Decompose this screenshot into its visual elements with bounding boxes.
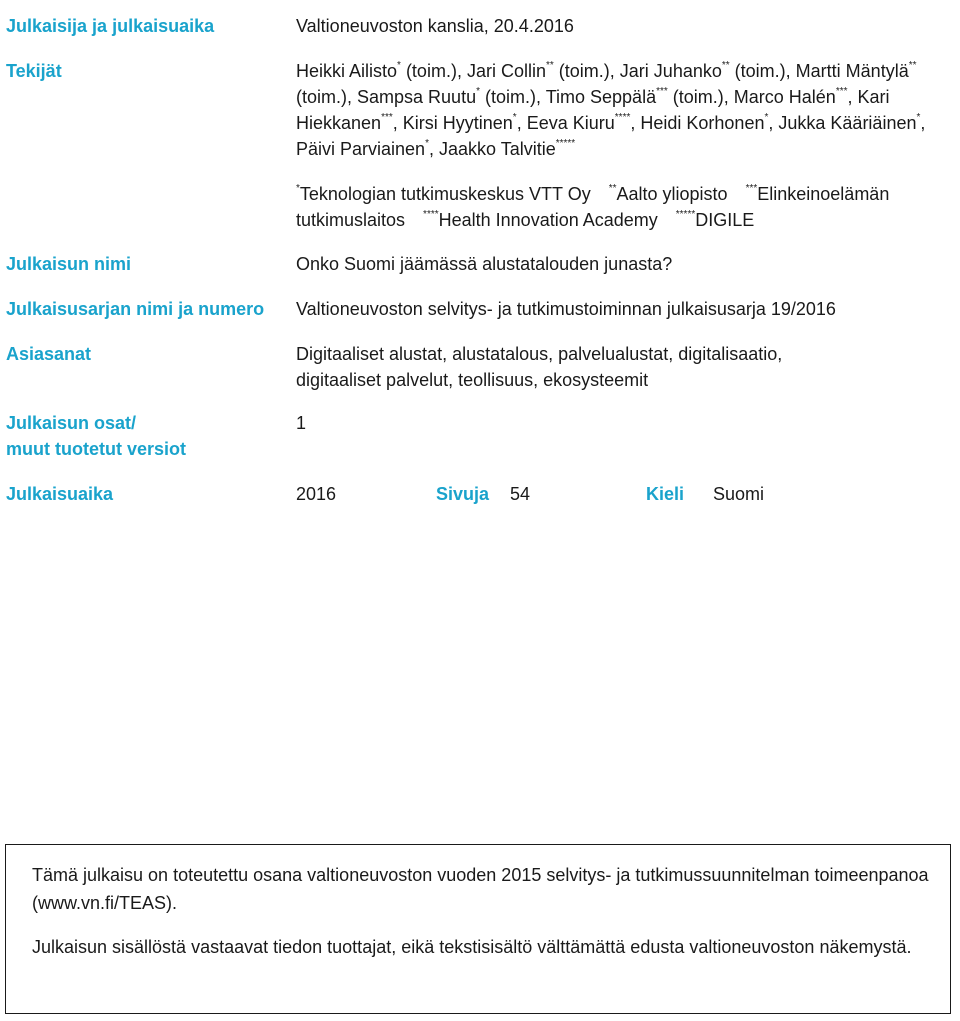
affiliation-mark: **** xyxy=(614,112,631,123)
year-value: 2016 xyxy=(296,484,337,504)
author-name: Kirsi Hyytinen xyxy=(402,113,513,133)
affiliation-mark: **** xyxy=(423,209,439,220)
affiliation-name: Teknologian tutkimuskeskus VTT Oy xyxy=(299,184,591,204)
affiliation-mark: *** xyxy=(745,183,758,194)
author-name: Jaakko Talvitie xyxy=(439,139,556,159)
label-authors: Tekijät xyxy=(6,61,62,81)
affiliation-name: Health Innovation Academy xyxy=(438,210,658,230)
author-name: Martti Mäntylä xyxy=(795,61,909,81)
author-role: (toim.) xyxy=(400,61,457,81)
label-keywords: Asiasanat xyxy=(6,344,92,364)
author-name: Kari Hiekkanen xyxy=(296,87,890,133)
affiliation-mark: ** xyxy=(545,60,554,71)
author-role: (toim.) xyxy=(296,87,347,107)
note-box xyxy=(5,844,951,1014)
label-publisher: Julkaisija ja julkaisuaika xyxy=(6,16,215,36)
affiliation-name: Aalto yliopisto xyxy=(616,184,728,204)
author-name: Heidi Korhonen xyxy=(640,113,765,133)
affiliations-list xyxy=(296,181,956,233)
author-name: Marco Halén xyxy=(733,87,836,107)
publication-title: Onko Suomi jäämässä alustatalouden junasta? xyxy=(296,254,673,274)
affiliation-mark: * xyxy=(916,112,921,123)
author-name: Sampsa Ruutu xyxy=(357,87,477,107)
affiliation-mark: *** xyxy=(656,86,668,97)
label-parts-line1: Julkaisun osat/ xyxy=(6,413,137,433)
label-language: Kieli xyxy=(646,484,685,504)
author-name: Jari Juhanko xyxy=(619,61,722,81)
affiliation-mark: * xyxy=(764,112,769,123)
author-role: (toim.) xyxy=(553,61,610,81)
author-role: (toim.) xyxy=(480,87,536,107)
label-pages: Sivuja xyxy=(436,484,490,504)
affiliation-mark: *** xyxy=(835,86,848,97)
author-role: (toim.) xyxy=(667,87,724,107)
affiliation-mark: * xyxy=(397,60,401,71)
affiliation-mark: * xyxy=(476,86,480,97)
series-value: Valtioneuvoston selvitys- ja tutkimustoiminnan julkaisusarja 19/2016 xyxy=(296,299,836,319)
author-name: Päivi Parviainen xyxy=(296,139,426,159)
author-name: Jari Collin xyxy=(466,61,546,81)
pages-value: 54 xyxy=(510,484,531,504)
affiliation-mark: ***** xyxy=(555,138,576,149)
authors-list: Heikki Ailisto* (toim.), Jari Collin** (toim.), Jari Juhanko** (toim.), Martti Mäntylä** (toim.), Sampsa Ruutu* (toim.), Timo Seppälä*** (toim.), Marco Halén***, Kari Hiekkanen***, Kirsi Hyytinen*, Eeva Kiuru****, Heidi Korhonen*, Jukka Kääriäinen*, Päivi Parviainen*, Jaakko Talvitie***** xyxy=(296,60,926,159)
author-name: Eeva Kiuru xyxy=(526,113,615,133)
affiliation-mark: ** xyxy=(721,60,730,71)
affiliation-mark: *** xyxy=(381,112,393,123)
language-value: Suomi xyxy=(713,484,765,504)
author-name: Timo Seppälä xyxy=(545,87,657,107)
affiliation-mark: * xyxy=(425,138,429,149)
publisher-value: Valtioneuvoston kanslia, 20.4.2016 xyxy=(296,16,574,36)
label-series: Julkaisusarjan nimi ja numero xyxy=(6,299,265,319)
affiliation-name: Elinkeinoelämän tutkimuslaitos xyxy=(296,184,890,230)
keywords-value: Digitaaliset alustat, alustatalous, palvelualustat, digitalisaatio, digitaaliset palvelut, teollisuus, ekosysteemit xyxy=(296,344,783,390)
author-name: Heikki Ailisto xyxy=(296,61,398,81)
parts-value: 1 xyxy=(296,413,307,433)
affiliation-mark: ** xyxy=(908,60,917,71)
author-name: Jukka Kääriäinen xyxy=(778,113,917,133)
author-role: (toim.) xyxy=(729,61,786,81)
label-title: Julkaisun nimi xyxy=(6,254,132,274)
affiliation-mark: * xyxy=(512,112,517,123)
affiliation-mark: ** xyxy=(608,183,617,194)
note-paragraph-1: Tämä julkaisu on toteutettu osana valtioneuvoston vuoden 2015 selvitys- ja tutkimussuunnitelman toimeenpanoa (www.vn.fi/TEAS). xyxy=(32,865,929,913)
label-year: Julkaisuaika xyxy=(6,484,114,504)
affiliation-mark: ***** xyxy=(675,209,696,220)
affiliation-mark: * xyxy=(296,183,300,194)
label-parts-line2: muut tuotetut versiot xyxy=(6,439,186,459)
affiliation-name: DIGILE xyxy=(695,210,755,230)
note-paragraph-2: Julkaisun sisällöstä vastaavat tiedon tuottajat, eikä tekstisisältö välttämättä edusta valtioneuvoston näkemystä. xyxy=(32,937,912,957)
